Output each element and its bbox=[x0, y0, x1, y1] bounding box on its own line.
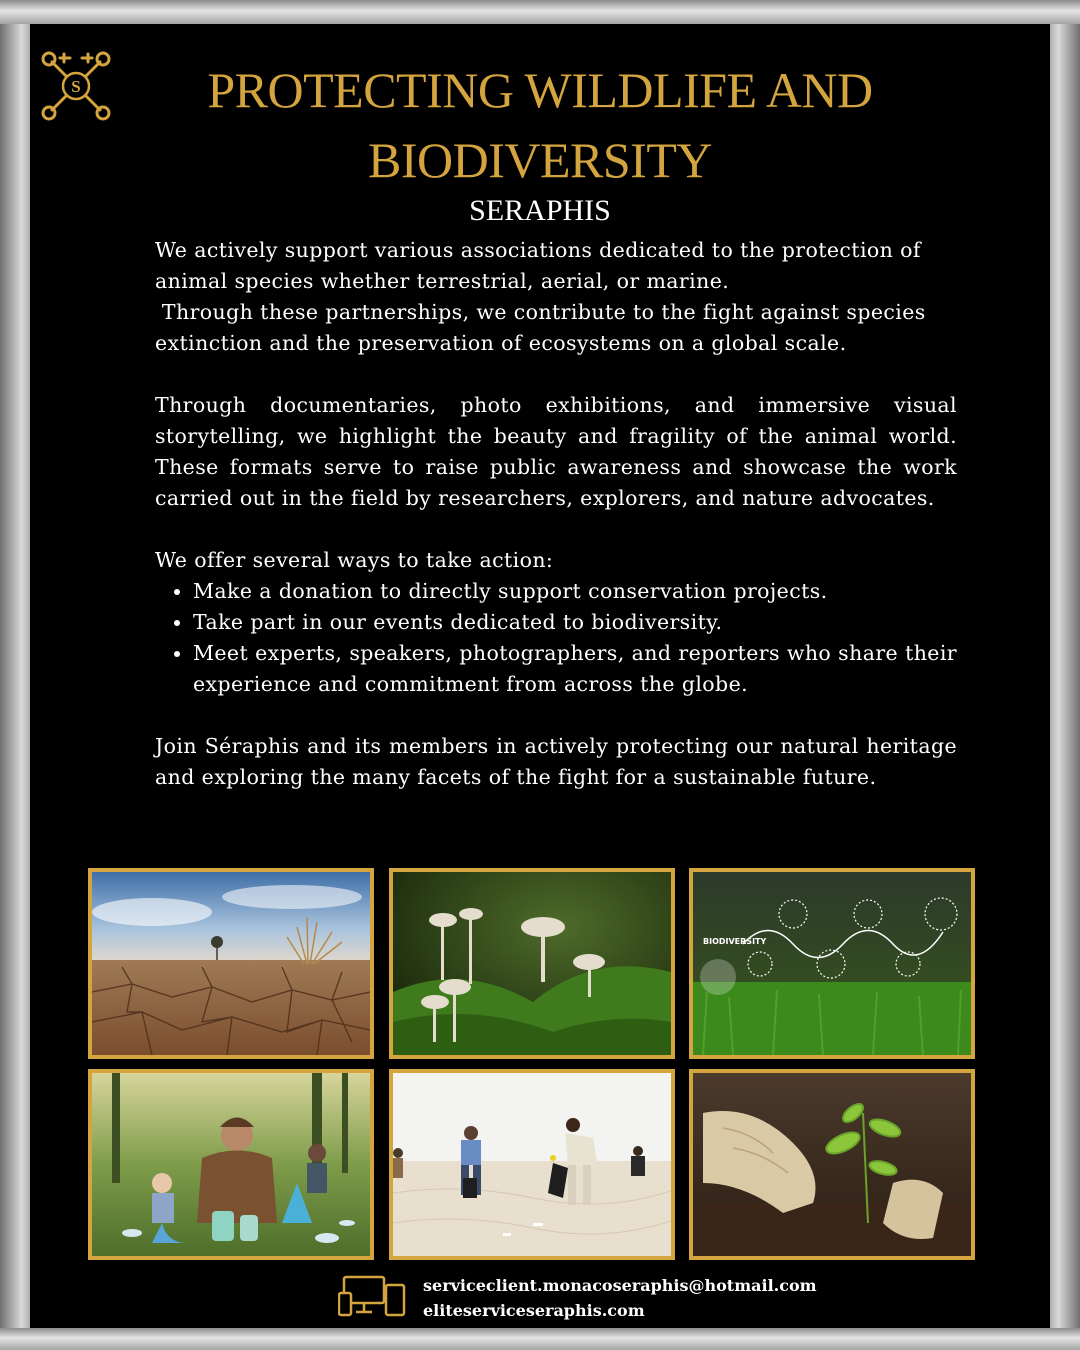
photo-gallery bbox=[88, 868, 973, 1260]
list-item: • Make a donation to directly support conservation projects. bbox=[193, 576, 957, 607]
photo-drought bbox=[88, 868, 374, 1059]
paragraph-partnerships: Through these partnerships, we contribute to the fight against species extinction and the preservation of ecosystems on a global scale. bbox=[155, 300, 933, 355]
biodiversity-label: BIODIVERSITY bbox=[703, 937, 767, 946]
actions-list bbox=[155, 576, 957, 700]
paragraph-join: Join Séraphis and its members in actively protecting our natural heritage and exploring the many facets of the fight for a sustainable future. bbox=[155, 734, 957, 789]
contact-info bbox=[423, 1273, 817, 1323]
paragraph-actions-intro: We offer several ways to take action: bbox=[155, 548, 554, 572]
seraphis-logo bbox=[40, 50, 112, 122]
frame-top bbox=[0, 0, 1080, 24]
page-subtitle: SERAPHIS bbox=[469, 194, 611, 227]
photo-park-cleanup bbox=[88, 1069, 374, 1260]
photo-tree-planting bbox=[689, 1069, 975, 1260]
page-title: PROTECTING WILDLIFE AND BIODIVERSITY bbox=[207, 62, 873, 188]
contact-website[interactable]: eliteserviceseraphis.com bbox=[423, 1301, 645, 1320]
logo-letter: S bbox=[71, 77, 81, 96]
frame-bottom bbox=[0, 1328, 1080, 1350]
photo-biodiversity-infographic bbox=[689, 868, 975, 1059]
list-item: • Take part in our events dedicated to biodiversity. bbox=[193, 607, 957, 638]
paragraph-intro: We actively support various associations dedicated to the protection of animal species whether terrestrial, aerial, or marine. bbox=[155, 238, 921, 293]
contact-email[interactable]: serviceclient.monacoseraphis@hotmail.com bbox=[423, 1276, 817, 1295]
devices-icon bbox=[338, 1275, 408, 1319]
photo-beach-cleanup bbox=[389, 1069, 675, 1260]
body-text bbox=[155, 235, 957, 793]
paragraph-documentaries: Through documentaries, photo exhibitions, and immersive visual storytelling, we highlight the beauty and fragility of the animal world. These formats serve to raise public awareness and showcase the work carried out in the field by researchers, explorers, and nature advocates. bbox=[155, 393, 957, 510]
list-item: • Meet experts, speakers, photographers, and reporters who share their experience and commitment from across the globe. bbox=[193, 638, 957, 700]
photo-mushrooms bbox=[389, 868, 675, 1059]
